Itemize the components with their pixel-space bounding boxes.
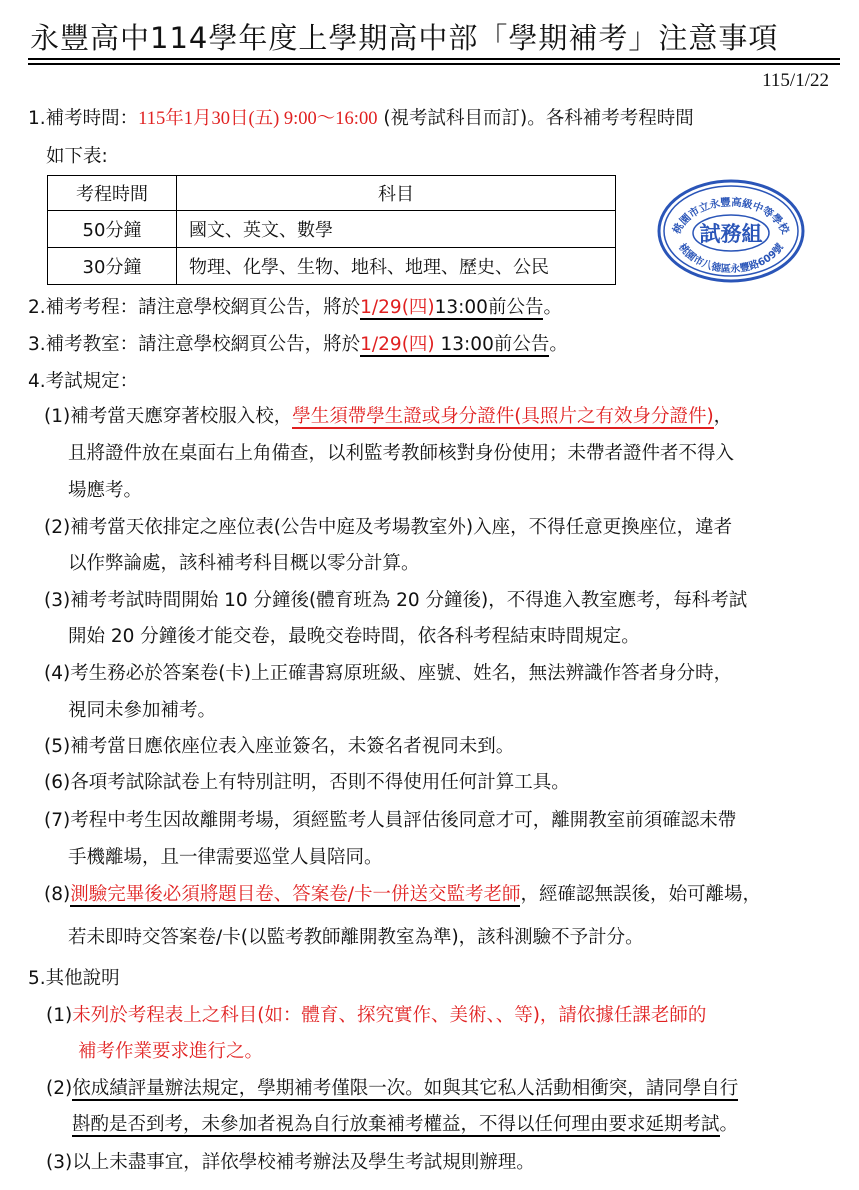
- other-2-line-1: [46, 1076, 738, 1102]
- section-2-end: 。: [543, 297, 562, 318]
- rule-7-line-2: 手機離場，且一律需要巡堂人員陪同。: [68, 847, 383, 868]
- rule-1-text: (1)補考當天應穿著校服入校，: [44, 406, 293, 427]
- other-2-number: (2): [46, 1078, 73, 1099]
- table-cell-time: 50分鐘: [48, 211, 177, 248]
- other-3: (3)以上未盡事宜，詳依學校補考辦法及學生考試規則辦理。: [46, 1152, 535, 1173]
- section-3-announce: [360, 334, 549, 357]
- rule-1-end: ，: [713, 406, 733, 427]
- notice-date: 115/1/22: [762, 70, 829, 91]
- rule-5: (5)補考當日應依座位表入座並簽名，未簽名者視同未到。: [44, 736, 515, 757]
- other-1-text: 未列於考程表上之科目(如：體育、探究實作、美術、、等)，請依據任課老師的: [72, 1005, 707, 1026]
- section-3-time: 13:00前公告: [434, 334, 550, 355]
- section-1-line-1: [28, 106, 694, 132]
- table-header-row: [48, 176, 616, 211]
- section-2-label: 2.補考考程：請注意學校網頁公告，將於: [28, 297, 361, 318]
- section-3-line: [28, 332, 568, 358]
- seal-bottom-text: 桃園市八德區永豐路609號: [676, 242, 786, 276]
- table-header-subjects: 科目: [177, 176, 616, 211]
- other-2-end: 。: [719, 1114, 739, 1135]
- title-underline-bottom: [28, 63, 840, 65]
- rule-8-rest: ，經確認無誤後，始可離場，: [520, 884, 761, 905]
- table-row: [48, 211, 616, 248]
- table-header-time: 考程時間: [48, 176, 177, 211]
- schedule-table: [47, 175, 616, 285]
- other-1-number: (1): [46, 1005, 73, 1026]
- rule-3-line-1: (3)補考考試時間開始 10 分鐘後(體育班為 20 分鐘後)，不得進入教室應考，每科考試: [44, 590, 748, 611]
- section-3-label: 3.補考教室：請注意學校網頁公告，將於: [28, 334, 361, 355]
- other-2-text: 依成績評量辦法規定，學期補考僅限一次。如與其它私人活動相衝突，請同學自行: [72, 1078, 739, 1099]
- section-5-heading: 5.其他說明: [28, 968, 120, 989]
- section-2-time: 13:00前公告: [434, 297, 544, 318]
- table-cell-subjects: 物理、化學、生物、地科、地理、歷史、公民: [177, 248, 616, 285]
- other-1-line-2: 補考作業要求進行之。: [78, 1041, 264, 1062]
- section-3-date: 1/29(四): [360, 334, 435, 355]
- seal-center-text: 試務組: [699, 222, 763, 246]
- rule-8-line-2: 若未即時交答案卷/卡(以監考教師離開教室為準)，該科測驗不予計分。: [68, 927, 644, 948]
- other-2-line-2: [72, 1112, 738, 1138]
- section-3-end: 。: [549, 334, 568, 355]
- page-title: 永豐高中114學年度上學期高中部「學期補考」注意事項: [30, 21, 779, 55]
- rule-8-line-1: [44, 882, 761, 908]
- rule-8-highlight: 測驗完畢後必須將題目卷、答案卷/卡一併送交監考老師: [70, 884, 521, 905]
- other-1-line-1: [46, 1003, 706, 1029]
- office-seal-stamp: [656, 178, 806, 284]
- other-2-text-2: 斟酌是否到考，未參加者視為自行放棄補考權益，不得以任何理由要求延期考試: [72, 1114, 720, 1135]
- rule-2-line-2: 以作弊論處，該科補考科目概以零分計算。: [68, 553, 420, 574]
- section-2-announce: [360, 297, 543, 320]
- rule-2-line-1: (2)補考當天依排定之座位表(公告中庭及考場教室外)入座，不得任意更換座位，違者: [44, 517, 733, 538]
- rule-4-line-2: 視同未參加補考。: [68, 700, 217, 721]
- title-underline-top: [28, 58, 840, 60]
- rule-1-line-1: [44, 404, 732, 430]
- section-1-label: 1.補考時間：: [28, 108, 139, 129]
- table-row: [48, 248, 616, 285]
- rule-1-line-2: 且將證件放在桌面右上角備查，以利監考教師核對身份使用；未帶者證件者不得入: [68, 443, 735, 464]
- rule-1-highlight: 學生須帶學生證或身分證件(具照片之有效身分證件): [292, 406, 714, 427]
- rule-8-number: (8): [44, 884, 71, 905]
- seal-top-text: 桃園市立永豐高級中等學校: [670, 196, 792, 237]
- section-2-line: [28, 295, 562, 321]
- rule-3-line-2: 開始 20 分鐘後才能交卷，最晚交卷時間，依各科考程結束時間規定。: [68, 626, 640, 647]
- section-1-line-2: 如下表:: [46, 146, 108, 167]
- rule-4-line-1: (4)考生務必於答案卷(卡)上正確書寫原班級、座號、姓名，無法辨識作答者身分時，: [44, 663, 733, 684]
- rule-7-line-1: (7)考程中考生因故離開考場，須經監考人員評估後同意才可，離開教室前須確認未帶: [44, 810, 737, 831]
- table-cell-subjects: 國文、英文、數學: [177, 211, 616, 248]
- rule-6: (6)各項考試除試卷上有特別註明，否則不得使用任何計算工具。: [44, 772, 570, 793]
- exam-time-highlight: 115年1月30日(五) 9:00～16:00: [138, 109, 378, 129]
- table-cell-time: 30分鐘: [48, 248, 177, 285]
- section-1-rest: (視考試科目而訂)。各科補考考程時間: [377, 108, 694, 129]
- section-4-heading: 4.考試規定：: [28, 371, 139, 392]
- section-2-date: 1/29(四): [360, 297, 435, 318]
- rule-1-line-3: 場應考。: [68, 480, 143, 501]
